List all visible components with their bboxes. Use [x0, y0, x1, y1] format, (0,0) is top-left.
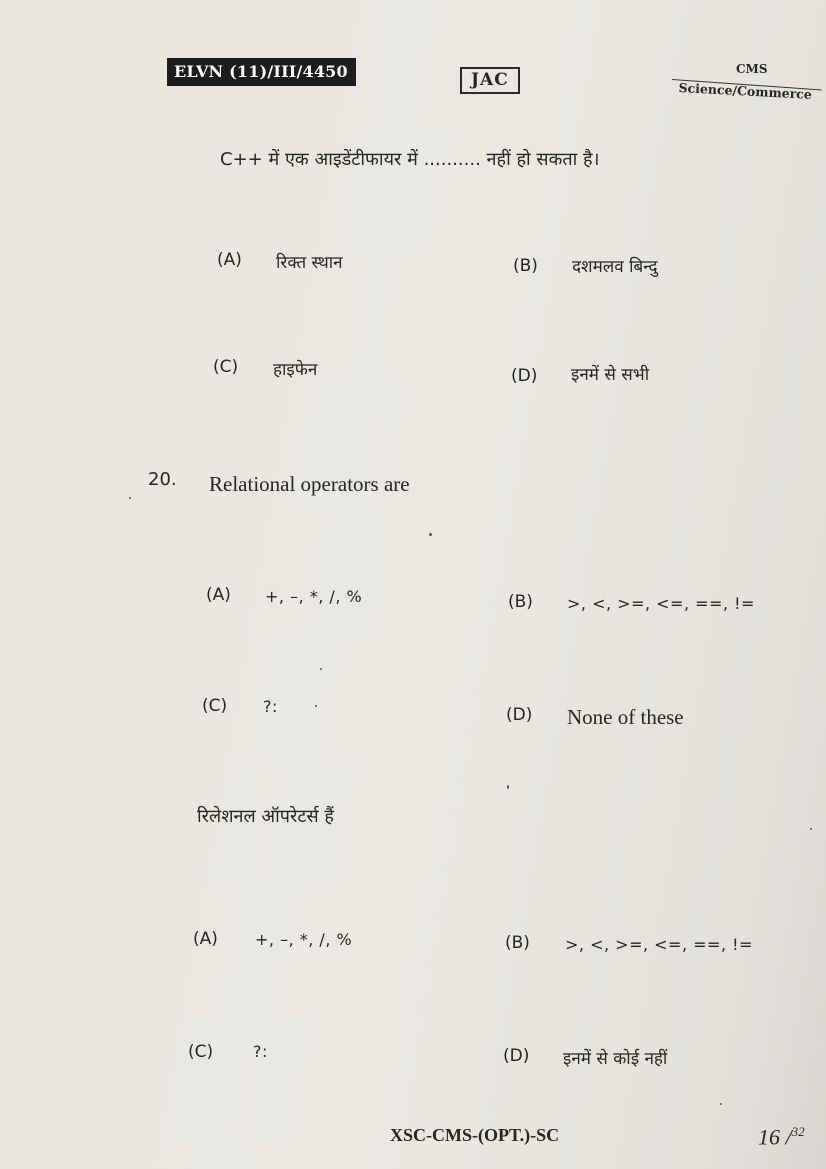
q20-hi-option-c-text: ?:: [253, 1042, 268, 1061]
question-20-english-text: Relational operators are: [209, 472, 410, 496]
q20-en-option-d-letter: (D): [506, 705, 533, 725]
q19-option-d-letter: (D): [511, 366, 538, 386]
scan-speck: [429, 533, 432, 536]
paper-code-badge: ELVN (11)/III/4450: [167, 58, 356, 86]
q20-en-option-a-text: +, –, *, /, %: [265, 587, 363, 606]
question-19-hindi-text: C++ में एक आइडेंटीफायर में .......... नहीं हो सकता है।: [220, 149, 600, 170]
q19-option-c-text: हाइफेन: [273, 360, 318, 380]
q20-en-option-b-letter: (B): [508, 592, 533, 612]
q19-option-d-text: इनमें से सभी: [571, 365, 650, 385]
q20-hi-option-c-letter: (C): [188, 1042, 214, 1062]
q19-option-c-letter: (C): [213, 357, 239, 377]
q19-option-b-letter: (B): [513, 256, 538, 276]
q20-hi-option-d-letter: (D): [503, 1046, 530, 1066]
q20-hi-option-b-text: >, <, >=, <=, ==, !=: [565, 935, 753, 954]
q20-en-option-b-text: >, <, >=, <=, ==, !=: [567, 594, 755, 613]
q20-hi-option-a-letter: (A): [193, 929, 218, 949]
scan-speck: [720, 1103, 722, 1105]
subject-label: CMS: [736, 62, 768, 76]
q20-hi-option-d-text: इनमें से कोई नहीं: [563, 1049, 668, 1069]
q19-option-b-text: दशमलव बिन्दु: [572, 257, 658, 277]
q20-en-option-c-letter: (C): [202, 696, 228, 716]
q19-option-a-text: रिक्त स्थान: [276, 253, 343, 273]
q20-hi-option-b-letter: (B): [505, 933, 530, 953]
scan-speck: [320, 668, 322, 670]
q19-option-a-letter: (A): [217, 250, 242, 270]
q20-en-option-d-text: None of these: [567, 705, 684, 729]
scan-speck: [315, 705, 317, 707]
scan-speck: [129, 497, 131, 499]
question-20-hindi-text: रिलेशनल ऑपरेटर्स हैं: [197, 806, 334, 827]
question-20-number: 20.: [148, 469, 177, 490]
scan-speck: [507, 785, 509, 789]
page-number: [758, 1124, 805, 1150]
q20-en-option-a-letter: (A): [206, 585, 231, 605]
stream-label: Science/Commerce: [678, 80, 813, 102]
page-number-total: 32: [791, 1124, 805, 1139]
page-number-current: 16 /: [758, 1124, 792, 1150]
board-label: JAC: [460, 67, 520, 94]
q20-en-option-c-text: ?:: [263, 697, 278, 716]
scan-speck: [810, 828, 812, 830]
q20-hi-option-a-text: +, –, *, /, %: [255, 930, 353, 949]
footer-paper-code: XSC-CMS-(OPT.)-SC: [390, 1125, 560, 1145]
